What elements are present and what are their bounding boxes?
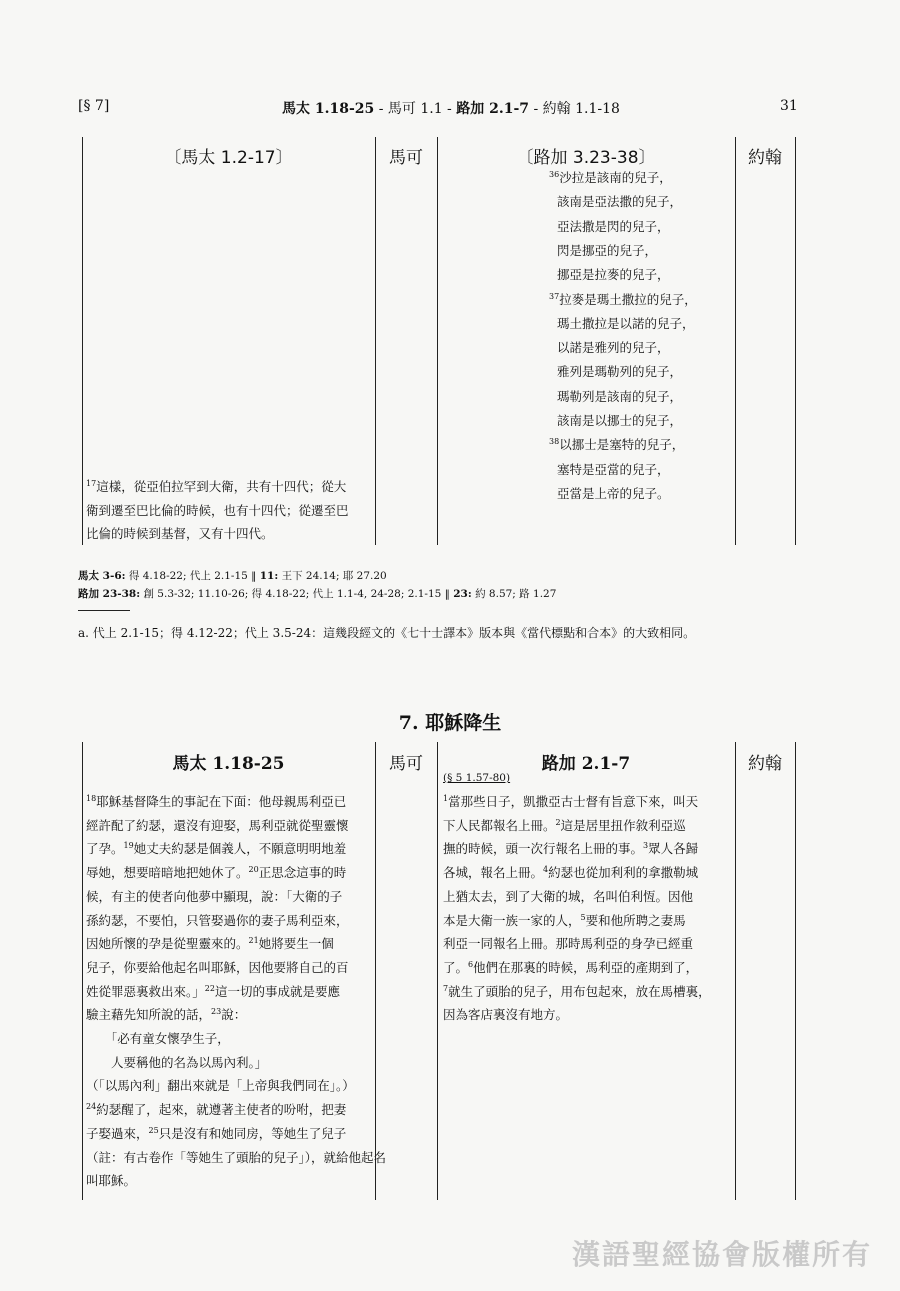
genealogy-line (557, 265, 670, 283)
footnote-a: a. 代上 2.1-15；得 4.12-22；代上 3.5-24：這幾段經文的《七十士譯本》版本與《當代標點和合本》的大致相同。 (78, 626, 696, 640)
genealogy-text: 以諾是雅列的兒子， (557, 340, 670, 356)
genealogy-text: 瑪土撒拉是以諾的兒子， (557, 315, 695, 331)
text-line (443, 909, 735, 933)
column-title-matthew: 馬太 1.18-25 (172, 754, 285, 774)
verse-text: 上猶太去，到了大衛的城，名叫伯利恆。因他 (443, 888, 694, 904)
verse-text: 了。 (443, 959, 469, 975)
verse-text: 撫的時候，頭一次行報名上冊的事。 (443, 841, 644, 857)
title-part: - 約翰 1.1-18 (529, 101, 620, 117)
column-title-matthew: 〔馬太 1.2-17〕 (164, 148, 293, 168)
text-line (86, 790, 376, 814)
text-line (443, 790, 735, 814)
table-border (82, 742, 83, 1200)
verse-text: 驗主藉先知所說的話， (86, 1007, 212, 1023)
text-line (443, 837, 735, 861)
verse-text: 就生了頭胎的兒子，用布包起來，放在馬槽裏， (448, 983, 711, 999)
verse-text: 經許配了約瑟，還沒有迎娶，馬利亞就從聖靈懷 (86, 817, 349, 833)
verse-number: 17 (86, 479, 97, 488)
verse-text: 這樣，從亞伯拉罕到大衛，共有十四代；從大 (96, 479, 347, 494)
cross-reference-matthew (78, 568, 387, 583)
genealogy-text: 閃是挪亞的兒子， (557, 242, 658, 258)
verse-number: 19 (123, 841, 134, 851)
luke-text (443, 790, 735, 1027)
text-line (86, 885, 376, 909)
genealogy-text: 瑪勒列是該南的兒子， (557, 388, 683, 404)
matthew-text (86, 790, 387, 1193)
text-line (443, 861, 735, 885)
column-title-mark: 馬可 (389, 754, 423, 774)
reference-text: 得 4.18-22; 代上 2.1-15 ‖ (125, 570, 260, 582)
genealogy-text: 亞當是上帝的兒子。 (557, 485, 670, 501)
table-border (795, 742, 796, 1200)
page-number: 31 (780, 98, 798, 114)
text-line (86, 932, 376, 956)
reference-text: 創 5.3-32; 11.10-26; 得 4.18-22; 代上 1.1-4, 24-28; 2.1-15 ‖ (140, 588, 454, 600)
text-line (86, 861, 376, 885)
verse-text: 下人民都報名上冊。 (443, 817, 556, 833)
column-title-luke: 路加 2.1-7 (541, 754, 631, 774)
text-line (86, 1098, 376, 1122)
copyright-watermark: 漢語聖經協會版權所有 (571, 1238, 872, 1271)
verse-number: 23 (211, 1007, 222, 1017)
genealogy-line (549, 168, 672, 186)
table-border (735, 742, 736, 1200)
genealogy-line (557, 314, 695, 332)
footnote-divider (78, 610, 130, 611)
verse-line (86, 499, 371, 523)
verse-number: 7 (443, 983, 449, 993)
verse-number: 2 (555, 817, 561, 827)
verse-text: 了孕。 (86, 841, 124, 857)
verse-text: （「以馬內利」翻出來就是「上帝與我們同在」。） (86, 1078, 355, 1094)
verse-text: 孫約瑟，不要怕，只管娶過你的妻子馬利亞來， (86, 912, 349, 928)
text-line (443, 980, 735, 1004)
verse-text: 當那些日子，凱撒亞古士督有旨意下來，叫天 (448, 794, 699, 809)
text-line (443, 932, 735, 956)
verse-number: 4 (543, 865, 549, 875)
verse-number: 38 (549, 437, 560, 447)
text-line (86, 1027, 376, 1051)
verse-text: 利亞一同報名上冊。那時馬利亞的身孕已經重 (443, 936, 694, 952)
text-line (86, 837, 376, 861)
table-border (795, 137, 796, 545)
verse-text: 耶穌基督降生的事記在下面：他母親馬利亞已 (96, 794, 347, 809)
text-line (86, 1074, 376, 1098)
genealogy-text: 該南是以挪士的兒子， (557, 413, 683, 428)
genealogy-text: 沙拉是該南的兒子， (559, 170, 672, 185)
title-part: 路加 2.1-7 (456, 101, 530, 117)
table-border (437, 742, 438, 1200)
verse-text: 只是沒有和她同房，等她生了兒子 (158, 1125, 347, 1141)
verse-text: 兒子，你要給他起名叫耶穌，因他要將自己的百 (86, 959, 349, 975)
genealogy-line (557, 192, 682, 210)
verse-text: 要和他所聘之妻馬 (585, 912, 686, 928)
verse-text: （註：有古卷作「等她生了頭胎的兒子」），就給他起名 (86, 1149, 387, 1165)
genealogy-line (557, 338, 670, 356)
genealogy-text: 以挪士是塞特的兒子， (559, 437, 685, 453)
reference-label: 11: (259, 570, 279, 582)
verse-text: 「必有童女懷孕生子， (86, 1031, 230, 1047)
column-title-luke: 〔路加 3.23-38〕 (516, 148, 656, 168)
column-title-john: 約翰 (748, 148, 782, 168)
verse-line (86, 475, 371, 499)
genealogy-text: 拉麥是瑪土撒拉的兒子， (559, 291, 697, 307)
verse-number: 1 (443, 794, 449, 803)
verse-text: 因她所懷的孕是從聖靈來的。 (86, 936, 249, 952)
verse-text: 姓從罪惡裏救出來。」 (86, 983, 205, 999)
reference-label: 23: (453, 588, 472, 600)
verse-text: 她將要生一個 (258, 936, 334, 952)
verse-text: 說： (221, 1007, 247, 1023)
column-title-mark: 馬可 (389, 148, 423, 168)
reference-label: 路加 23-38: (78, 588, 141, 600)
verse-text: 叫耶穌。 (86, 1173, 137, 1189)
table-border (437, 137, 438, 545)
genealogy-text: 塞特是亞當的兒子， (557, 461, 670, 477)
verse-text: 各城，報名上冊。 (443, 865, 544, 881)
reference-text: 約 8.57; 路 1.27 (471, 588, 557, 600)
genealogy-line (557, 241, 657, 259)
verse-text: 這是居里扭作敘利亞巡 (560, 817, 686, 833)
verse-text: 因為客店裏沒有地方。 (443, 1007, 569, 1023)
title-part: 馬太 1.18-25 (282, 101, 375, 117)
verse-number: 5 (580, 912, 586, 922)
verse-text: 衛到遷至巴比倫的時候，也有十四代；從遷至巴 (86, 502, 349, 518)
genealogy-text: 雅列是瑪勒列的兒子， (557, 364, 683, 380)
verse-number: 6 (468, 959, 474, 969)
title-part: - 馬可 1.1 - (374, 101, 457, 117)
verse-number: 36 (549, 170, 560, 179)
matthew-verse-17 (86, 475, 371, 546)
text-line (443, 1003, 735, 1027)
text-line (86, 1146, 387, 1170)
text-line (86, 956, 376, 980)
verse-text: 他們在那裏的時候，馬利亞的產期到了， (473, 959, 699, 975)
text-line (86, 1003, 376, 1027)
reference-label: 馬太 3-6: (78, 570, 126, 582)
verse-text: 候，有主的使者向他夢中顯現，說：「大衛的子 (86, 888, 343, 904)
genealogy-line (557, 411, 682, 429)
verse-text: 正思念這事的時 (258, 865, 347, 881)
verse-text: 人要稱他的名為以馬內利。」 (86, 1054, 268, 1070)
genealogy-line (557, 484, 670, 502)
text-line (86, 1122, 376, 1146)
section-marker: [§ 7] (78, 98, 110, 114)
verse-number: 24 (86, 1102, 97, 1112)
text-line (86, 1169, 376, 1193)
parallel-reference: (§ 5 1.57-80) (443, 772, 511, 784)
text-line (86, 980, 376, 1004)
column-title-john: 約翰 (748, 754, 782, 774)
reference-text: 王下 24.14; 耶 27.20 (278, 570, 387, 582)
genealogy-text: 挪亞是拉麥的兒子， (557, 267, 670, 283)
verse-number: 18 (86, 794, 97, 803)
verse-text: 子娶過來， (86, 1125, 149, 1141)
verse-number: 37 (549, 291, 560, 301)
cross-reference-luke (78, 586, 556, 601)
genealogy-line (557, 460, 670, 478)
verse-number: 22 (204, 983, 215, 993)
text-line (86, 909, 376, 933)
table-border (375, 137, 376, 545)
verse-number: 21 (248, 936, 259, 946)
genealogy-line (557, 387, 682, 405)
genealogy-text: 該南是亞法撒的兒子， (557, 194, 683, 210)
table-border (735, 137, 736, 545)
verse-text: 這一切的事成就是要應 (214, 983, 340, 999)
table-border (82, 137, 83, 545)
genealogy-line (557, 362, 682, 380)
genealogy-line (557, 217, 670, 235)
genealogy-text: 亞法撒是閃的兒子， (557, 218, 670, 234)
verse-text: 比倫的時候到基督，又有十四代。 (86, 526, 274, 542)
verse-text: 眾人各歸 (648, 841, 699, 857)
verse-text: 約瑟也從加利利的拿撒勒城 (548, 865, 699, 881)
text-line (443, 956, 735, 980)
text-line (86, 1051, 376, 1075)
text-line (443, 814, 735, 838)
verse-text: 她丈夫約瑟是個義人，不願意明明地羞 (133, 841, 347, 857)
text-line (443, 885, 735, 909)
section-title: 7. 耶穌降生 (398, 712, 502, 734)
text-line (86, 814, 376, 838)
genealogy-line (549, 435, 684, 453)
verse-number: 3 (643, 841, 649, 851)
genealogy-line (549, 290, 697, 308)
verse-number: 20 (248, 865, 259, 875)
verse-text: 本是大衛一族一家的人， (443, 912, 581, 928)
page-title (282, 98, 620, 118)
verse-text: 約瑟醒了，起來，就遵著主使者的吩咐，把妻 (96, 1102, 347, 1118)
verse-text: 辱她，想要暗暗地把她休了。 (86, 865, 249, 881)
verse-number: 25 (148, 1125, 159, 1135)
verse-line (86, 522, 371, 546)
